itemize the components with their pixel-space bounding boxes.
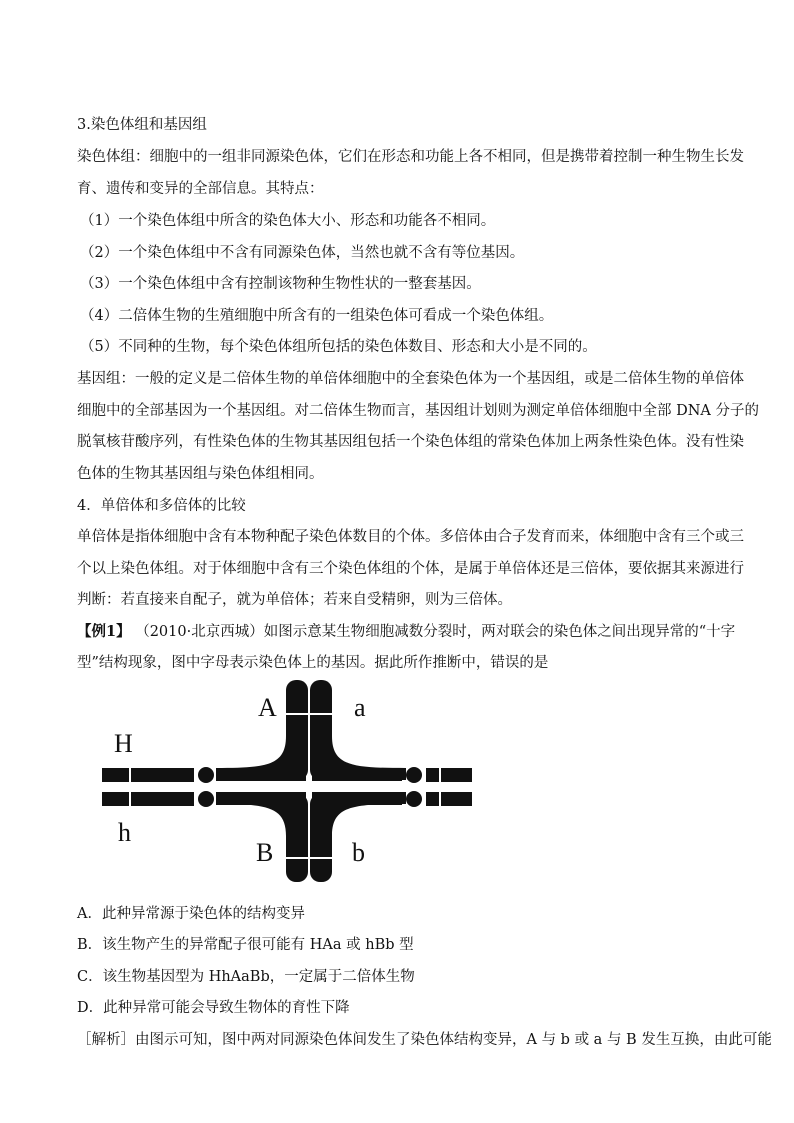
section3-heading: 3.染色体组和基因组 <box>77 117 207 133</box>
genome-line-2: 细胞中的全部基因为一个基因组。对二倍体生物而言，基因组计划则为测定单倍体细胞中全部 DNA 分子的 <box>77 403 759 419</box>
gene-label-h: h <box>118 818 131 847</box>
point-3: （3）一个染色体组中含有控制该物种生物性状的一整套基因。 <box>80 276 481 292</box>
option-c: C．该生物基因型为 HhAaBb，一定属于二倍体生物 <box>77 969 415 985</box>
example-question-start: （2010·北京西城）如图示意某生物细胞减数分裂时，两对联会的染色体之间出现异常的“十字 <box>135 624 736 640</box>
genome-line-3: 脱氧核苷酸序列，有性染色体的生物其基因组包括一个染色体组的常染色体加上两条性染色体。没有性染 <box>77 434 744 450</box>
gene-label-B: B <box>256 838 274 867</box>
chromosome-left-lower-inner <box>216 792 306 805</box>
chromosome-left-lower-outer <box>102 792 194 806</box>
gene-label-b: b <box>352 838 365 867</box>
gene-label-A: A <box>258 693 277 722</box>
centromere-right-lower <box>406 791 422 807</box>
analysis-line: ［解析］由图示可知，图中两对同源染色体间发生了染色体结构变异，A 与 b 或 a 与 B 发生互换，由此可能 <box>77 1032 772 1048</box>
section4-line-2: 个以上染色体组。对于体细胞中含有三个染色体组的个体，是属于单倍体还是三倍体，要依据其来源进行 <box>77 561 744 577</box>
chromosome-right-upper-outer <box>426 768 472 782</box>
point-5: （5）不同种的生物，每个染色体组所包括的染色体数目、形态和大小是不同的。 <box>80 339 597 355</box>
point-2: （2）一个染色体组中不含有同源染色体，当然也就不含有等位基因。 <box>80 245 525 261</box>
chromosome-right-lower-outer <box>426 792 472 806</box>
option-a: A．此种异常源于染色体的结构变异 <box>77 906 305 922</box>
option-b: B．该生物产生的异常配子很可能有 HAa 或 hBb 型 <box>77 937 414 953</box>
example-line-1 <box>77 622 736 642</box>
section4-heading: 4．单倍体和多倍体的比较 <box>77 498 246 514</box>
point-4: （4）二倍体生物的生殖细胞中所含有的一组染色体可看成一个染色体组。 <box>80 308 554 324</box>
example-tag: 【例1】 <box>77 623 131 640</box>
band-gaps <box>130 714 440 858</box>
definition-line-1: 染色体组：细胞中的一组非同源染色体，它们在形态和功能上各不相同，但是携带着控制一种生物生长发 <box>77 149 744 165</box>
gene-label-H: H <box>114 729 133 758</box>
chromosome-left-upper-outer <box>102 768 194 782</box>
section4-line-3: 判断：若直接来自配子，就为单倍体；若来自受精卵，则为三倍体。 <box>77 592 512 608</box>
chromosome-left-upper-inner <box>216 768 306 781</box>
chromosome-cross-diagram <box>96 676 476 886</box>
definition-line-2: 育、遗传和变异的全部信息。其特点： <box>77 181 324 197</box>
chromosome-shapes <box>102 680 472 882</box>
chromosome-right-lower-inner <box>312 792 402 805</box>
chromosome-right-upper-inner <box>312 768 402 781</box>
cross-chromosome-figure <box>96 676 476 886</box>
genome-line-4: 色体的生物其基因组与染色体组相同。 <box>77 466 324 482</box>
gene-label-a: a <box>354 693 366 722</box>
example-line-2: 型”结构现象，图中字母表示染色体上的基因。据此所作推断中，错误的是 <box>77 655 549 671</box>
point-1: （1）一个染色体组中所含的染色体大小、形态和功能各不相同。 <box>80 213 496 229</box>
genome-line-1: 基因组：一般的定义是二倍体生物的单倍体细胞中的全套染色体为一个基因组，或是二倍体生物的单倍体 <box>77 371 744 387</box>
option-d: D．此种异常可能会导致生物体的育性下降 <box>77 1000 350 1016</box>
centromere-left-upper <box>198 767 214 783</box>
centromere-right-upper <box>406 767 422 783</box>
centromere-left-lower <box>198 791 214 807</box>
section4-line-1: 单倍体是指体细胞中含有本物种配子染色体数目的个体。多倍体由合子发育而来，体细胞中含有三个或三 <box>77 529 744 545</box>
